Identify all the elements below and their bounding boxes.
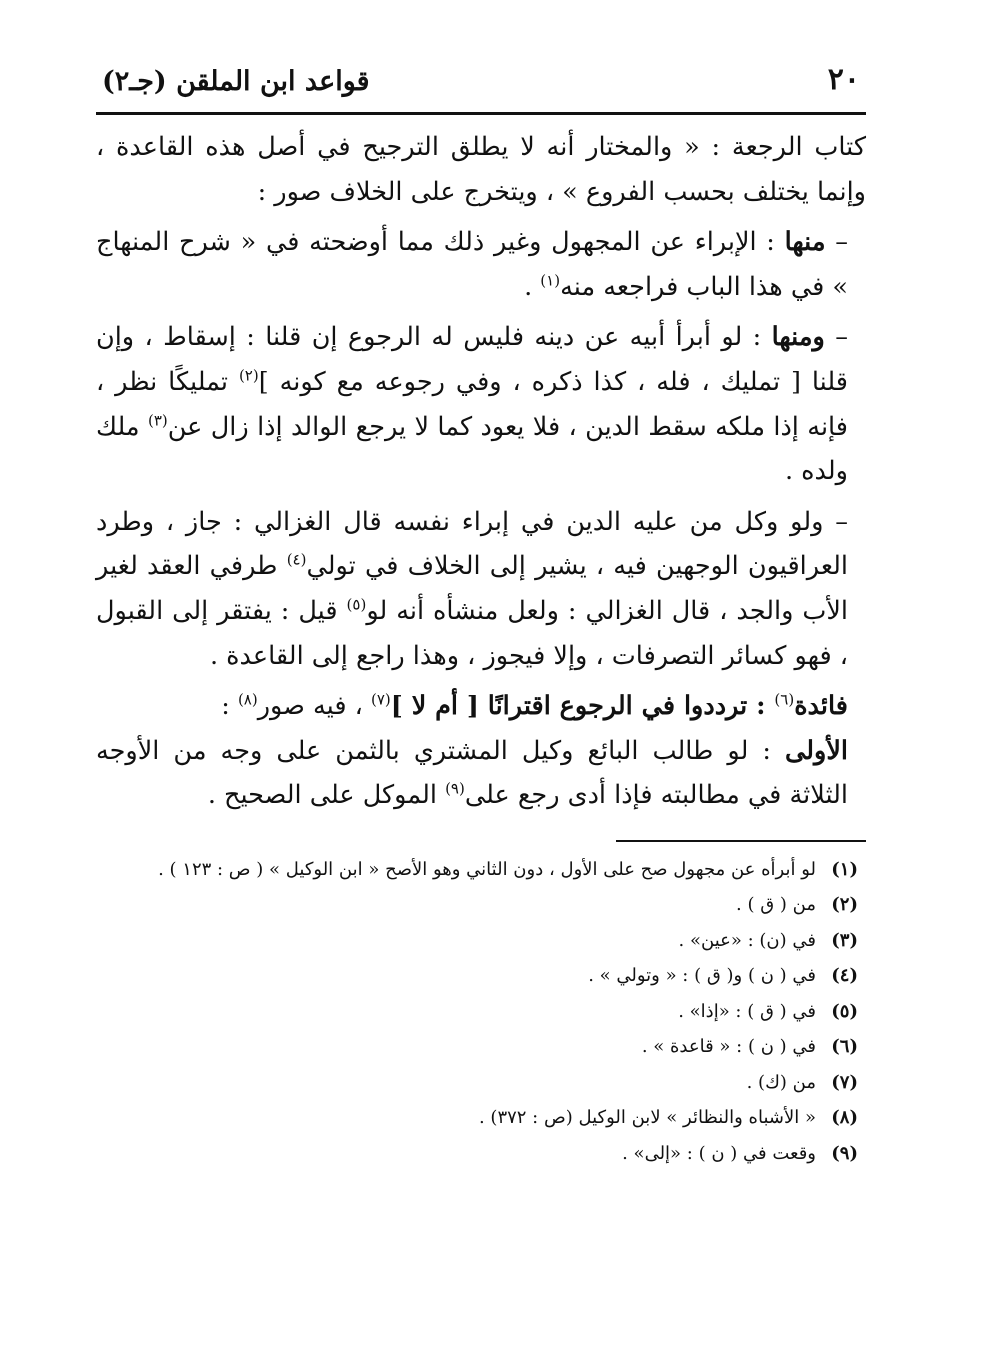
- footnote-number: (٣): [831, 929, 858, 951]
- footnote-item: [96, 1100, 858, 1136]
- footnote-number: (٢): [831, 894, 858, 916]
- footnote-text: من (ك) .: [746, 1071, 816, 1093]
- footnote-number: (٨): [831, 1107, 858, 1129]
- main-text: [96, 125, 866, 818]
- keyword-ula: الأولى: [785, 735, 848, 766]
- footnote-item: [96, 852, 858, 888]
- footnote-item: [96, 994, 858, 1030]
- footnote-number: (١): [831, 858, 858, 880]
- footnote-item: [96, 1136, 858, 1172]
- paragraph-text: ملك ولده .: [96, 411, 848, 487]
- paragraph-text: طرفي العقد لغير الأب والجد ، قال الغزالي : ولعل منشأه أنه لو: [96, 551, 849, 626]
- paragraph-faida: [96, 684, 866, 729]
- book-page: [96, 56, 866, 1336]
- paragraph-text: تمليكًا نظر ، فإنه إذا ملكه سقط الدين ، فلا يعود كما لا يرجع الوالد إذا زال عن: [96, 366, 848, 442]
- footnote-ref-3[interactable]: (٣): [147, 411, 168, 430]
- footnote-number: (٦): [831, 1036, 858, 1058]
- footnote-item: [96, 958, 858, 994]
- paragraph-end: .: [524, 271, 541, 302]
- footnote-ref-5[interactable]: (٥): [346, 595, 367, 614]
- dash: –: [824, 322, 848, 353]
- paragraph-text: قيل : يفتقر إلى القبول ، فهو كسائر التصرفات ، وإلا فيجوز ، وهذا راجع إلى القاعدة .: [96, 595, 848, 671]
- page-number: ٢٠: [827, 62, 860, 97]
- footnote-text: في ( ن ) و( ق ) : « وتولي » .: [588, 965, 816, 987]
- keyword-faida: فائدة: [794, 691, 848, 722]
- paragraph-end: :: [221, 691, 238, 722]
- paragraph-text: الموكل على الصحيح .: [207, 780, 446, 811]
- footnote-text: لو أبرأه عن مجهول صح على الأول ، دون الثاني وهو الأصح « ابن الوكيل » ( ص : ١٢٣ ) .: [158, 858, 816, 880]
- paragraph-waminha: [96, 315, 866, 493]
- footnote-number: (٥): [831, 1000, 858, 1022]
- footnote-text: في ( ق ) : «إذا» .: [678, 1000, 816, 1022]
- footnote-ref-6[interactable]: (٦): [774, 690, 795, 709]
- footnote-number: (٤): [831, 965, 858, 987]
- footnote-text: من ( ق ) .: [736, 894, 816, 916]
- keyword-waminha: ومنها: [771, 322, 825, 353]
- footnote-item: [96, 1029, 858, 1065]
- footnote-item: [96, 923, 858, 959]
- footnote-number: (٧): [831, 1071, 858, 1093]
- dash: –: [825, 227, 848, 258]
- footnote-ref-8[interactable]: (٨): [237, 690, 258, 709]
- footnote-item: [96, 1065, 858, 1101]
- footnotes-list: [96, 852, 866, 1172]
- running-title: قواعد ابن الملقن (جـ٢): [102, 66, 370, 97]
- paragraph-text: : لو طالب البائع وكيل المشتري بالثمن على وجه من الأوجه الثلاثة في مطالبته فإذا أدى رجع على: [96, 735, 848, 811]
- footnote-ref-7[interactable]: (٧): [370, 690, 391, 709]
- footnote-number: (٩): [831, 1142, 858, 1164]
- faida-heading-text: : ترددوا في الرجوع اقترانًا [ أم لا ]: [390, 691, 775, 722]
- footnote-text: في (ن) : «عين» .: [678, 929, 816, 951]
- footnote-ref-2[interactable]: (٢): [238, 366, 259, 385]
- footnote-text: في ( ن ) : « قاعدة » .: [641, 1036, 816, 1058]
- paragraph-text: : لو أبرأ أبيه عن دينه فليس له الرجوع إن قلنا : إسقاط ، وإن قلنا [ تمليك ، فله ، كذا ذكره ، وفي رجوعه مع كونه ]: [96, 322, 848, 397]
- keyword-minha: منها: [784, 227, 826, 258]
- paragraph-ula: [96, 729, 866, 818]
- paragraph-ibra: [96, 500, 866, 678]
- paragraph-intro: كتاب الرجعة : « والمختار أنه لا يطلق الترجيح في أصل هذه القاعدة ، وإنما يختلف بحسب الفروع » ، ويتخرج على الخلاف صور :: [96, 132, 866, 207]
- footnote-ref-4[interactable]: (٤): [286, 550, 307, 569]
- paragraph-minha: [96, 220, 866, 309]
- paragraph-text: – ولو وكل من عليه الدين في إبراء نفسه قال الغزالي : جاز ، وطرد العراقيون الوجهين فيه ، يشير إلى الخلاف في تولي: [96, 506, 848, 582]
- footnote-text: وقعت في ( ن ) : «إلى» .: [622, 1142, 816, 1164]
- paragraph-text: : الإبراء عن المجهول وغير ذلك مما أوضحته في « شرح المنهاج » في هذا الباب فراجعه منه: [96, 227, 848, 302]
- paragraph-text: ، فيه صور: [257, 691, 371, 722]
- footnote-ref-9[interactable]: (٩): [445, 779, 465, 798]
- footnote-item: [96, 887, 858, 923]
- footnote-separator: [616, 840, 866, 842]
- page-header: [96, 56, 866, 115]
- footnote-ref-1[interactable]: (١): [540, 271, 561, 290]
- footnote-text: « الأشباه والنظائر » لابن الوكيل (ص : ٣٧٢) .: [478, 1107, 816, 1129]
